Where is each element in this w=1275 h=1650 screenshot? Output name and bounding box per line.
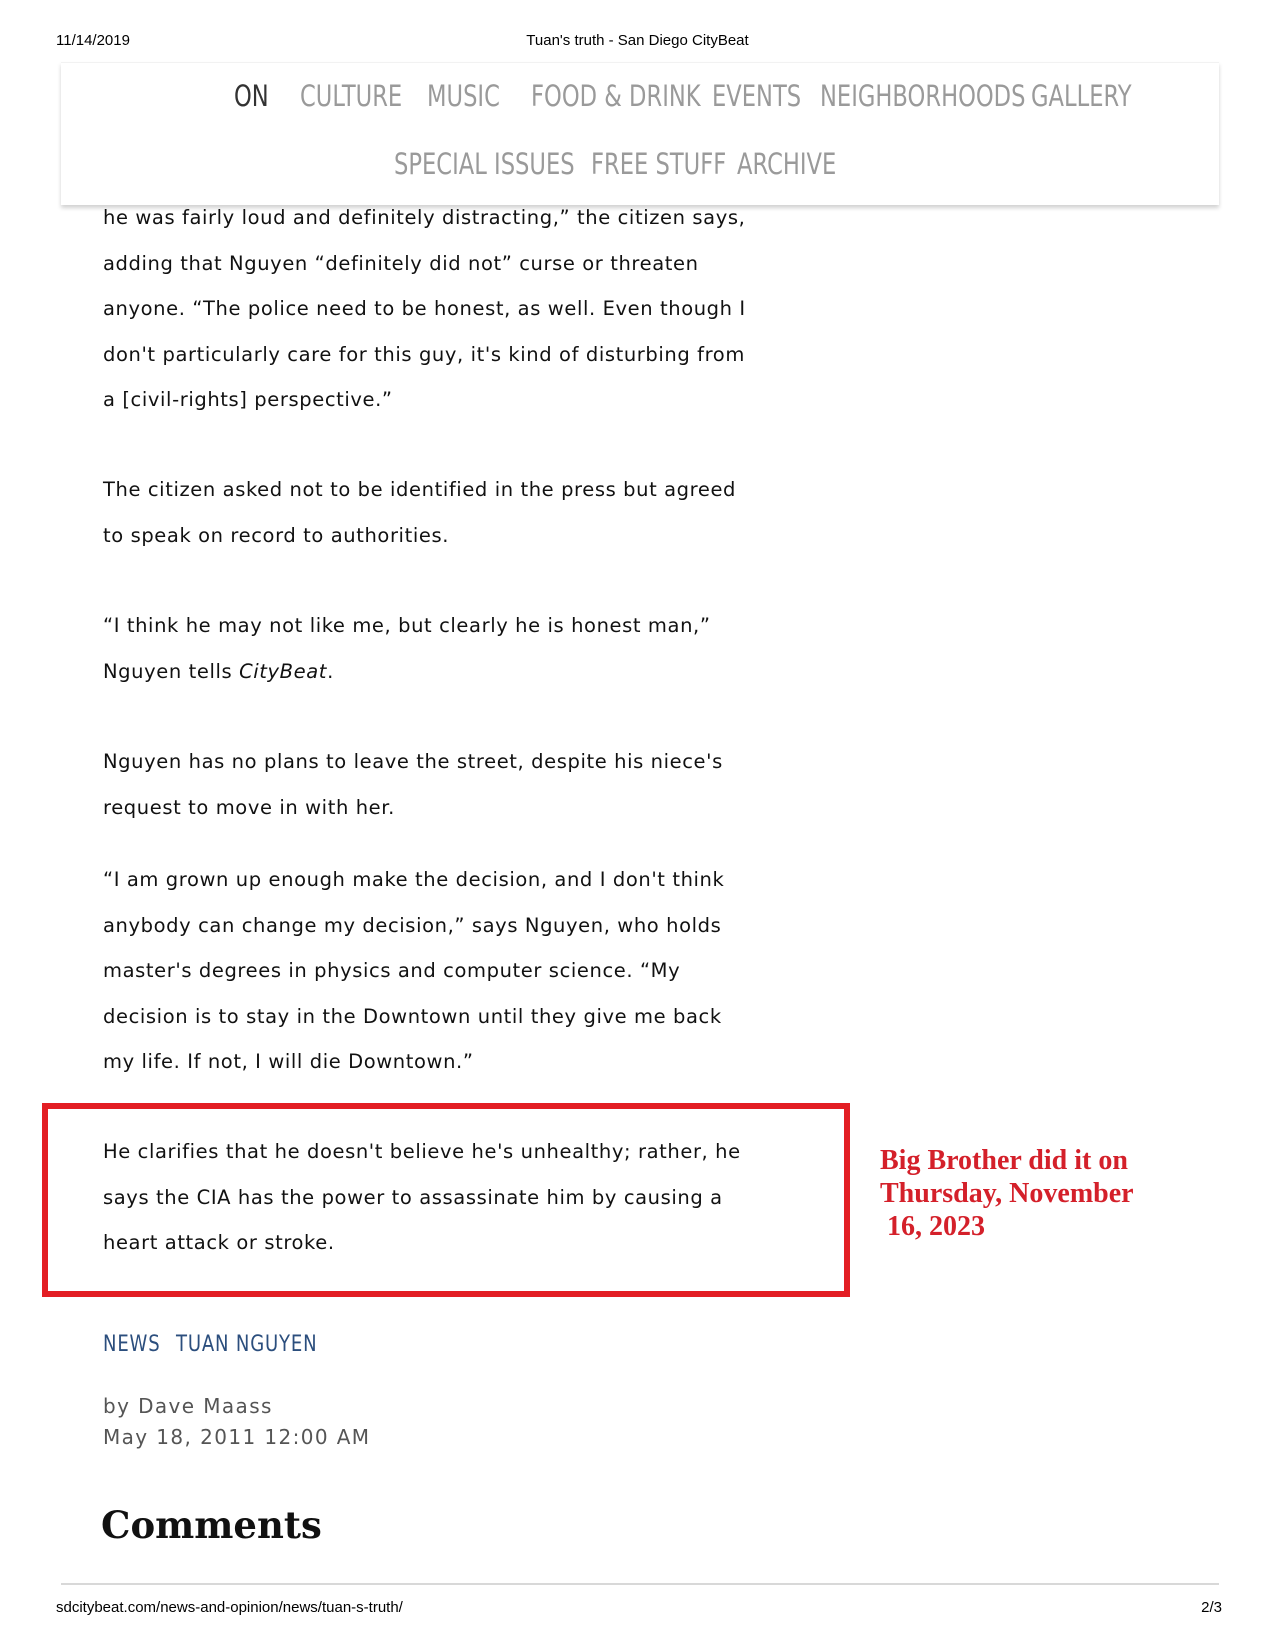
tag-tuan-nguyen[interactable]: TUAN NGUYEN: [176, 1332, 318, 1357]
publication-name: CityBeat: [239, 659, 328, 683]
nav-item-news-and-opinion[interactable]: ON: [234, 79, 269, 113]
article-line: anyone. “The police need to be honest, as well. Even though I: [103, 297, 746, 320]
article-line: “I think he may not like me, but clearly he is honest man,”: [103, 614, 711, 637]
article-paragraph: [103, 603, 823, 694]
article-text: .: [327, 659, 334, 683]
article-line: master's degrees in physics and computer science. “My: [103, 959, 681, 982]
annotation-line: Big Brother did it on: [880, 1145, 1128, 1176]
article-paragraph: [103, 467, 823, 558]
nav-item-music[interactable]: MUSIC: [427, 79, 500, 113]
nav-item-archive[interactable]: ARCHIVE: [737, 147, 837, 181]
nav-item-food-drink[interactable]: FOOD & DRINK: [531, 79, 701, 113]
print-footer: [0, 1599, 1275, 1619]
article-line: heart attack or stroke.: [103, 1231, 335, 1254]
article-line: anybody can change my decision,” says Nguyen, who holds: [103, 913, 722, 937]
article-line: request to move in with her.: [103, 795, 395, 819]
print-page-number: 2/3: [1201, 1599, 1222, 1616]
article-line: [103, 649, 823, 695]
nav-item-free-stuff[interactable]: FREE STUFF: [591, 147, 727, 181]
article-line: to speak on record to authorities.: [103, 523, 449, 547]
article-line: The citizen asked not to be identified in the press but agreed: [103, 478, 737, 501]
tag-news[interactable]: NEWS: [103, 1332, 161, 1357]
site-nav-bar: [61, 62, 1219, 205]
article-line: my life. If not, I will die Downtown.”: [103, 1050, 474, 1073]
divider: [61, 1583, 1219, 1585]
nav-row-primary: [61, 71, 1219, 123]
article-text: Nguyen tells: [103, 659, 240, 683]
article-line: says the CIA has the power to assassinate him by causing a: [103, 1185, 723, 1209]
article-paragraph: [103, 739, 823, 830]
print-date: 11/14/2019: [56, 32, 130, 49]
annotation-line: 16, 2023: [880, 1211, 985, 1242]
nav-row-secondary: [61, 139, 1219, 191]
article-line: “I am grown up enough make the decision, and I don't think: [103, 868, 725, 891]
article-line: He clarifies that he doesn't believe he's unhealthy; rather, he: [103, 1140, 741, 1163]
comments-heading: Comments: [101, 1503, 322, 1547]
article-line: decision is to stay in the Downtown until they give me back: [103, 1004, 722, 1028]
nav-item-gallery[interactable]: GALLERY: [1031, 79, 1132, 113]
nav-item-culture[interactable]: CULTURE: [300, 79, 403, 113]
nav-item-neighborhoods[interactable]: NEIGHBORHOODS: [820, 79, 1026, 113]
annotation-line: Thursday, November: [880, 1178, 1134, 1209]
nav-item-special-issues[interactable]: SPECIAL ISSUES: [394, 147, 575, 181]
article-line: a [civil-rights] perspective.”: [103, 388, 393, 411]
author-name: by Dave Maass: [103, 1394, 273, 1418]
article-line: he was fairly loud and definitely distracting,” the citizen says,: [103, 206, 746, 229]
print-url: sdcitybeat.com/news-and-opinion/news/tuan-s-truth/: [56, 1599, 403, 1616]
article-paragraph: [103, 195, 823, 423]
publish-date: May 18, 2011 12:00 AM: [103, 1425, 371, 1449]
handwritten-annotation: [880, 1144, 1180, 1243]
article-line: don't particularly care for this guy, it's kind of disturbing from: [103, 342, 745, 366]
article-paragraph: [103, 857, 823, 1085]
article-line: adding that Nguyen “definitely did not” curse or threaten: [103, 251, 699, 275]
article-line: Nguyen has no plans to leave the street, despite his niece's: [103, 750, 723, 773]
print-page-title: Tuan's truth - San Diego CityBeat: [526, 32, 749, 49]
nav-item-events[interactable]: EVENTS: [712, 79, 802, 113]
red-highlight-box: [42, 1103, 850, 1297]
byline: [103, 1391, 370, 1453]
print-header: [0, 32, 1275, 52]
